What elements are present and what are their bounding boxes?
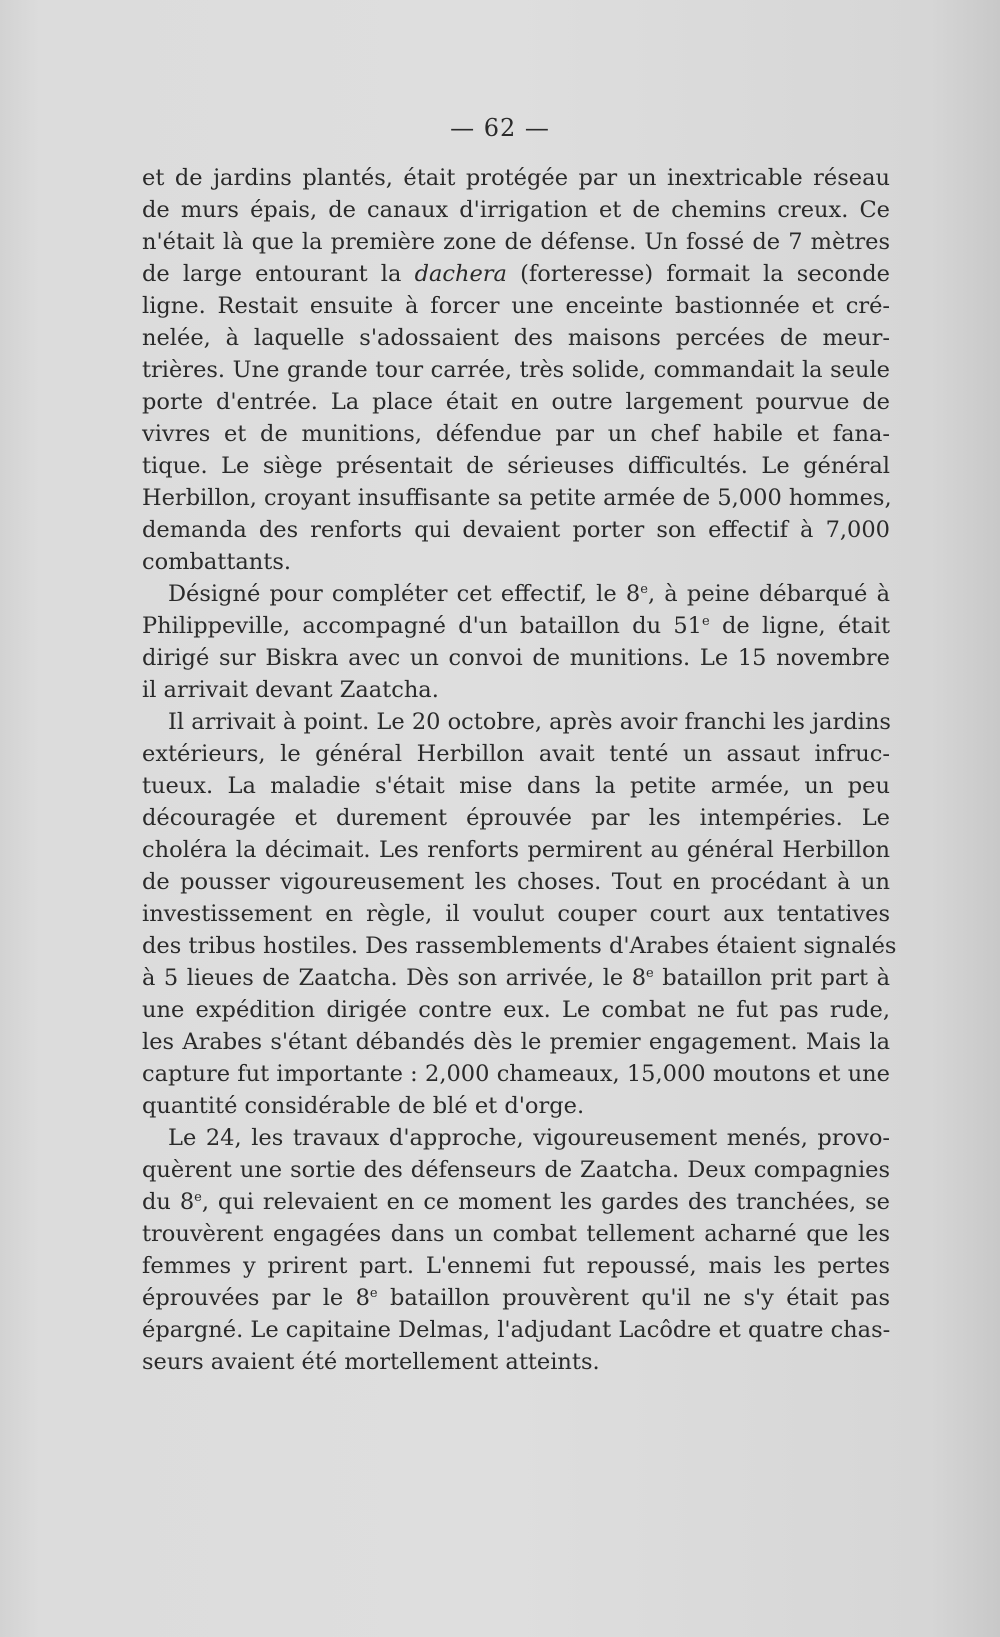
text-line: épargné. Le capitaine Delmas, l'adjudant Lacôdre et quatre chas- [142, 1317, 891, 1343]
text-run: bataillon prit part à [653, 965, 891, 991]
superscript: e [646, 966, 654, 981]
text-line [142, 962, 890, 994]
paragraph-1 [142, 162, 890, 578]
text-line [142, 1186, 890, 1218]
italic-term: dachera [414, 261, 507, 287]
page-number: — 62 — [450, 114, 550, 142]
text-line: seurs avaient été mortellement atteints. [142, 1349, 600, 1375]
text-run: , qui relevaient en ce moment les gardes des tranchées, se [201, 1189, 890, 1215]
text-run: de ligne, était [709, 613, 890, 639]
text-line: tueux. La maladie s'était mise dans la petite armée, un peu [142, 773, 890, 799]
text-line: investissement en règle, il voulut couper court aux tentatives [142, 901, 890, 927]
text-line: capture fut importante : 2,000 chameaux, 15,000 moutons et une [142, 1061, 890, 1087]
text-line: extérieurs, le général Herbillon avait tenté un assaut infruc- [142, 741, 890, 767]
text-line [142, 610, 890, 642]
text-line: trouvèrent engagées dans un combat tellement acharné que les [142, 1221, 890, 1247]
text-line: Le 24, les travaux d'approche, vigoureusement menés, provo- [168, 1125, 890, 1151]
text-line: combattants. [142, 549, 292, 575]
text-line: de pousser vigoureusement les choses. Tout en procédant à un [142, 869, 890, 895]
text-line: des tribus hostiles. Des rassemblements d'Arabes étaient signalés [142, 933, 897, 959]
text-line: quèrent une sortie des défenseurs de Zaatcha. Deux compagnies [142, 1157, 890, 1183]
text-line: Herbillon, croyant insuffisante sa petite armée de 5,000 hommes, [142, 485, 892, 511]
text-line: choléra la décimait. Les renforts permirent au général Herbillon [142, 837, 890, 863]
text-body [142, 162, 897, 1378]
paragraph-3 [142, 706, 897, 1122]
text-line: porte d'entrée. La place était en outre largement pourvue de [142, 389, 890, 415]
paragraph-4 [142, 1122, 890, 1378]
text-line: femmes y prirent part. L'ennemi fut repoussé, mais les pertes [142, 1253, 890, 1279]
superscript: e [194, 1190, 202, 1205]
text-run: Désigné pour compléter cet effectif, le 8 [168, 581, 641, 607]
text-line [142, 258, 890, 290]
text-run: de large entourant la [142, 261, 415, 287]
text-run: (forteresse) formait la seconde [506, 261, 890, 287]
text-line: trières. Une grande tour carrée, très solide, commandait la seule [142, 357, 890, 383]
paragraph-2 [142, 578, 890, 706]
text-run: , à peine débarqué à [647, 581, 891, 607]
text-line: dirigé sur Biskra avec un convoi de munitions. Le 15 novembre [142, 645, 890, 671]
text-line: découragée et durement éprouvée par les intempéries. Le [142, 805, 890, 831]
text-line: vivres et de munitions, défendue par un chef habile et fana- [142, 421, 890, 447]
text-run: éprouvées par le 8 [142, 1285, 370, 1311]
text-line: Il arrivait à point. Le 20 octobre, après avoir franchi les jardins [168, 709, 891, 735]
text-line: les Arabes s'étant débandés dès le premier engagement. Mais la [142, 1029, 890, 1055]
text-line: demanda des renforts qui devaient porter son effectif à 7,000 [142, 517, 890, 543]
text-line: n'était là que la première zone de défense. Un fossé de 7 mètres [142, 229, 890, 255]
text-line: et de jardins plantés, était protégée par un inextricable réseau [142, 165, 890, 191]
text-line: une expédition dirigée contre eux. Le combat ne fut pas rude, [142, 997, 890, 1023]
text-line: il arrivait devant Zaatcha. [142, 677, 439, 703]
text-line [142, 1282, 890, 1314]
text-line: quantité considérable de blé et d'orge. [142, 1093, 585, 1119]
superscript: e [640, 582, 648, 597]
text-line: nelée, à laquelle s'adossaient des maisons percées de meur- [142, 325, 890, 351]
superscript: e [701, 614, 710, 629]
text-line: ligne. Restait ensuite à forcer une enceinte bastionnée et cré- [142, 293, 890, 319]
text-line [142, 578, 890, 610]
text-run: Philippeville, accompagné d'un bataillon du 51 [142, 613, 702, 639]
text-run: bataillon prouvèrent qu'il ne s'y était pas [377, 1285, 890, 1311]
text-run: à 5 lieues de Zaatcha. Dès son arrivée, le 8 [142, 965, 647, 991]
text-line: tique. Le siège présentait de sérieuses difficultés. Le général [142, 453, 890, 479]
superscript: e [369, 1286, 378, 1301]
text-run: du 8 [142, 1189, 195, 1215]
text-line: de murs épais, de canaux d'irrigation et de chemins creux. Ce [142, 197, 890, 223]
